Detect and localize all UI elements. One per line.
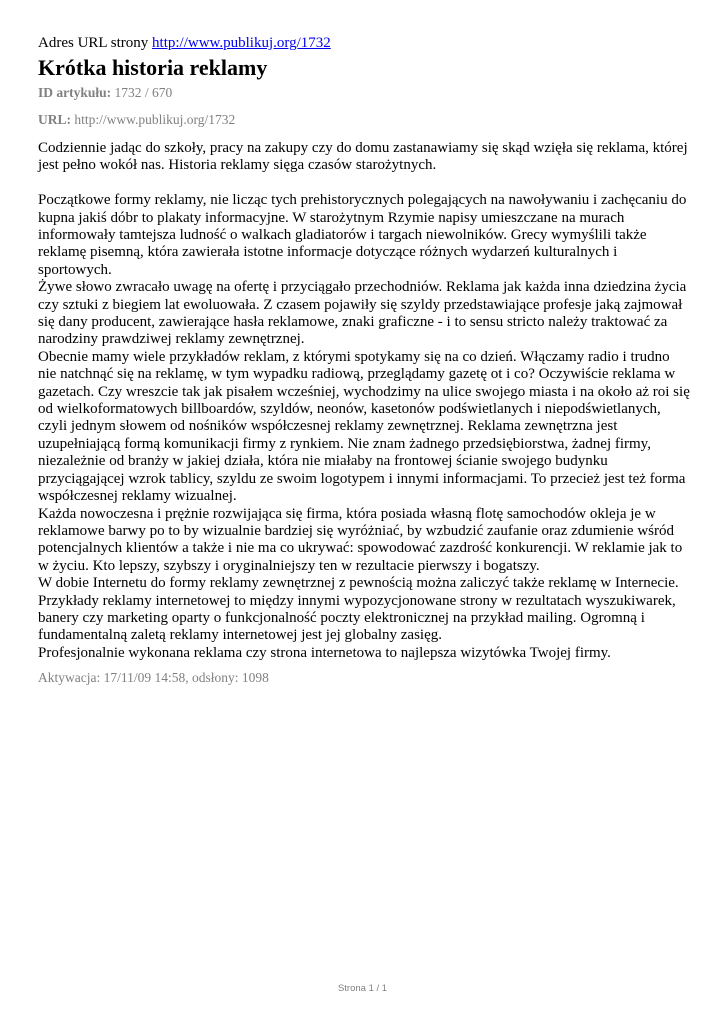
- article-title: Krótka historia reklamy: [38, 55, 268, 80]
- source-url-link[interactable]: http://www.publikuj.org/1732: [152, 35, 331, 51]
- article-body: [38, 140, 690, 662]
- article-url-value: http://www.publikuj.org/1732: [74, 112, 236, 127]
- article-id-label: ID artykułu:: [38, 85, 112, 100]
- page-number: Strona 1 / 1: [337, 983, 388, 994]
- document-page: [38, 33, 690, 701]
- article-id-value: 1732 / 670: [114, 85, 173, 100]
- paragraph-7: Profesjonalnie wykonana reklama czy strona internetowa to najlepsza wizytówka Twojej firmy.: [38, 644, 611, 661]
- paragraph-1: Codziennie jadąc do szkoły, pracy na zakupy czy do domu zastanawiamy się skąd wzięła się reklama, której jest pełno wokół nas. Historia reklamy sięga czasów starożytnych.: [38, 140, 688, 174]
- article-url: [38, 111, 690, 129]
- paragraph-3: Żywe słowo zwracało uwagę na ofertę i przyciągało przechodniów. Reklama jak każda inna dziedzina życia czy sztuki z biegiem lat ewoluowała. Z czasem pojawiły się szyldy przedstawiające profesje jaką zajmował się dany producent, zawierające hasła reklamowe, znaki graficzne - i to sensu stricto należy traktować za narodziny prawdziwej reklamy zewnętrznej.: [38, 279, 687, 348]
- paragraph-4: Obecnie mamy wiele przykładów reklam, z którymi spotykamy się na co dzień. Włączamy radio i trudno nie natchnąć się na reklamę, w tym wypadku radiową, przeglądamy gazetę ot i co? Oczywiście reklama w gazetach. Czy wreszcie tak jak pisałem wcześniej, wychodzimy na ulice swojego miasta i na około aż roi się od wielkoformatowych billboardów, szyldów, neonów, kasetonów podświetlanych i niepodświetlanych, czyli jednym słowem od nośników współczesnej reklamy zewnętrznej. Reklama zewnętrzna jest uzupełniającą formą komunikacji firmy z rynkiem. Nie znam żadnego przedsiębiorstwa, żadnej firmy, niezależnie od branży w jakiej działa, która nie miałaby na frontowej ścianie swojego budynku przyciągającej wzrok tablicy, szyldu ze swoim logotypem i innymi informacjami. To przecież jest też forma współczesnej reklamy wizualnej.: [38, 348, 690, 505]
- paragraph-2: Początkowe formy reklamy, nie licząc tych prehistorycznych polegających na nawoływaniu i zachęcaniu do kupna jakiś dóbr to plakaty informacyjne. W starożytnym Rzymie napisy umieszczane na murach informowały tamtejsza ludność o walkach gladiatorów i targach niewolników. Grecy wymyślili także reklamę pisemną, która zawierała istotne informacje dotyczące różnych wydarzeń kulturalnych i sportowych.: [38, 192, 687, 278]
- paragraph-6: W dobie Internetu do formy reklamy zewnętrznej z pewnością można zaliczyć także reklamę w Internecie. Przykłady reklamy internetowej to między innymi wypozycjonowane strony w rezultatach wyszukiwarek, banery czy marketing oparty o funkcjonalność poczty elektronicznej na przykład mailing. Ogromną i fundamentalną zaletą reklamy internetowej jest jej globalny zasięg.: [38, 575, 679, 644]
- article-url-label: URL:: [38, 112, 71, 127]
- paragraph-5: Każda nowoczesna i prężnie rozwijająca się firma, która posiada własną flotę samochodów okleja je w reklamowe barwy po to by wizualnie bardziej się wyróżniać, by wzbudzić zaufanie oraz zdumienie wśród potencjalnych klientów a także i nie ma co ukrywać: spowodować zazdrość konkurencji. W reklamie jak to w życiu. Kto lepszy, szybszy i oryginalniejszy ten w rezultacie pierwszy i bogatszy.: [38, 505, 683, 574]
- article-id: [38, 84, 690, 102]
- source-url-prefix: Adres URL strony: [38, 35, 149, 51]
- source-url-line: [38, 33, 690, 53]
- activation-info: Aktywacja: 17/11/09 14:58, odsłony: 1098: [38, 670, 269, 686]
